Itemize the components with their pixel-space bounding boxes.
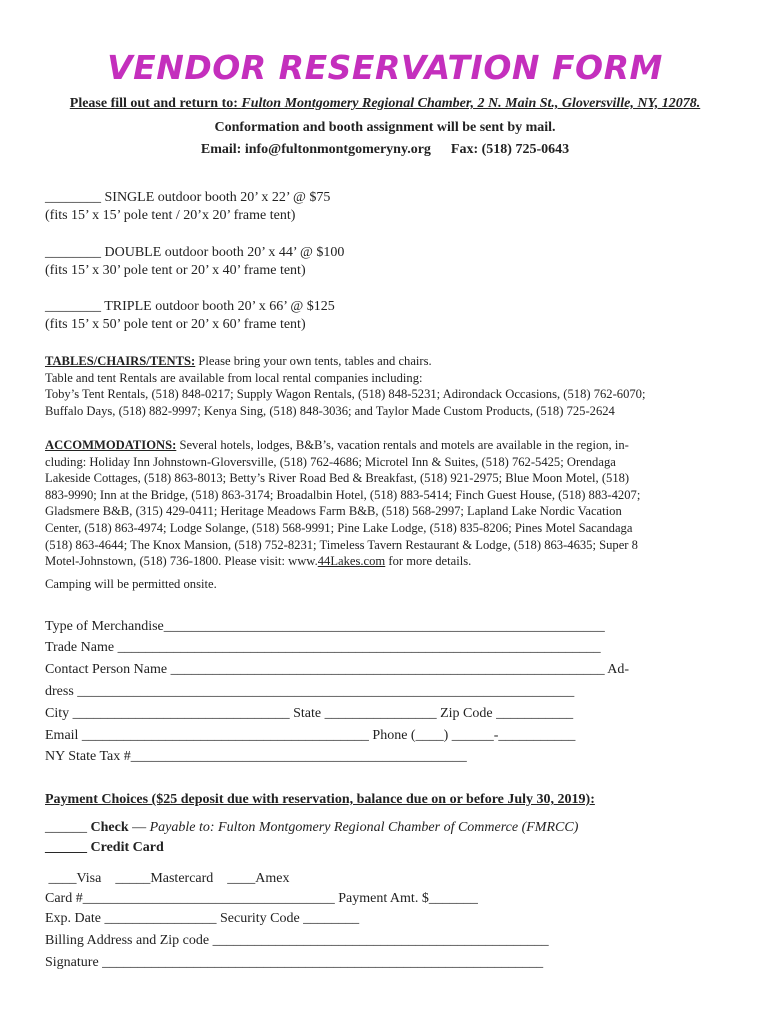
credit-card-option[interactable]: ______ Credit Card xyxy=(45,840,164,855)
booth-option-line: ________ DOUBLE outdoor booth 20’ x 44’ @ $100 xyxy=(45,245,345,260)
check-dash: — xyxy=(128,820,150,835)
tables-text-line: Table and tent Rentals are available from local rental companies including: xyxy=(45,370,423,385)
return-instructions xyxy=(0,96,770,112)
check-option[interactable] xyxy=(45,820,578,836)
booth-option-fit: (fits 15’ x 50’ pole tent or 20’ x 60’ frame tent) xyxy=(45,317,306,332)
tables-heading: TABLES/CHAIRS/TENTS: xyxy=(45,354,196,368)
accommodations-text-line: Lakeside Cottages, (518) 863-8013; Betty’s River Road Bed & Breakfast, (518) 921-2975; Blue Moon Motel, (518) xyxy=(45,471,630,486)
booth-option-line: ________ SINGLE outdoor booth 20’ x 22’ @ $75 xyxy=(45,190,331,205)
return-prefix: Please fill out and return to: xyxy=(69,96,242,111)
contact-email: Email: info@fultonmontgomeryny.org xyxy=(200,142,431,157)
tax-number-field[interactable]: NY State Tax #________________________________________________ xyxy=(45,749,467,764)
city-state-zip-field[interactable]: City _______________________________ State ________________ Zip Code ___________ xyxy=(45,706,574,721)
booth-option-fit: (fits 15’ x 30’ pole tent or 20’ x 40’ frame tent) xyxy=(45,263,306,278)
contact-fax: Fax: (518) 725-0643 xyxy=(450,142,570,157)
booth-option-single[interactable] xyxy=(45,189,735,225)
accommodations-heading: ACCOMMODATIONS: xyxy=(45,438,177,452)
expiration-security-field[interactable]: Exp. Date ________________ Security Code ________ xyxy=(45,911,360,926)
accommodations-text-line: Gladsmere B&B, (315) 429-0411; Heritage Meadows Farm B&B, (518) 568-2997; Lapland Lake Nordic Vacation xyxy=(45,504,622,519)
tables-text-line: Buffalo Days, (518) 882-9997; Kenya Sing, (518) 848-3036; and Taylor Made Custom Products, (518) 725-2624 xyxy=(45,403,615,418)
camping-note: Camping will be permitted onsite. xyxy=(45,576,217,591)
payment-heading: Payment Choices ($25 deposit due with reservation, balance due on or before July 30, 2019): xyxy=(45,792,595,807)
accommodations-section xyxy=(45,437,735,592)
accommodations-last-line: Motel-Johnstown, (518) 736-1800. Please visit: www. xyxy=(45,554,318,569)
accommodations-text-line: (518) 863-4644; The Knox Mansion, (518) 752-8231; Timeless Tavern Restaurant & Lodge, (518) 863-4635; Super 8 xyxy=(45,537,638,552)
booth-option-line: ________ TRIPLE outdoor booth 20’ x 66’ @ $125 xyxy=(45,299,335,314)
booth-option-double[interactable] xyxy=(45,244,735,280)
tables-section xyxy=(45,353,735,419)
merchandise-field[interactable]: Type of Merchandise_______________________________________________________________ xyxy=(45,619,605,634)
tables-intro: Please bring your own tents, tables and chairs. xyxy=(195,354,432,368)
email-phone-field[interactable]: Email _________________________________________ Phone (____) ______-___________ xyxy=(45,728,576,743)
form-title: VENDOR RESERVATION FORM xyxy=(107,48,663,87)
tables-text-line: Toby’s Tent Rentals, (518) 848-0217; Supply Wagon Rentals, (518) 848-5231; Adirondack Occasions, (518) 762-6070; xyxy=(45,387,646,402)
signature-field[interactable]: Signature _______________________________________________________________ xyxy=(45,955,544,970)
card-number-field[interactable]: Card #____________________________________ Payment Amt. $_______ xyxy=(45,891,478,906)
booth-option-fit: (fits 15’ x 15’ pole tent / 20’x 20’ frame tent) xyxy=(45,208,296,223)
accommodations-text-line: cluding: Holiday Inn Johnstown-Gloversville, (518) 762-4686; Microtel Inn & Suites, (518) 762-5425; Orendaga xyxy=(45,454,616,469)
card-type-options[interactable]: ____Visa _____Mastercard ____Amex xyxy=(45,871,290,886)
check-label: Check xyxy=(90,820,129,835)
trade-name-field[interactable]: Trade Name _____________________________________________________________________ xyxy=(45,640,601,655)
check-payable-note: Payable to: Fulton Montgomery Regional Chamber of Commerce (FMRCC) xyxy=(149,820,579,835)
website-link[interactable]: 44Lakes.com xyxy=(317,554,386,569)
accommodations-intro: Several hotels, lodges, B&B’s, vacation rentals and motels are available in the region, in- xyxy=(176,438,629,452)
contact-line xyxy=(0,142,770,158)
accommodations-text-line: Center, (518) 863-4974; Lodge Solange, (518) 568-9991; Pine Lake Lodge, (518) 835-8206; Pines Motel Sacandaga xyxy=(45,520,633,535)
address-field[interactable]: dress _______________________________________________________________________ xyxy=(45,684,575,699)
accommodations-last-suffix: for more details. xyxy=(385,554,472,569)
accommodations-text-line: 883-9990; Inn at the Bridge, (518) 863-3174; Broadalbin Hotel, (518) 883-5414; Finch Guest House, (518) 883-4207; xyxy=(45,487,641,502)
return-address: Fulton Montgomery Regional Chamber, 2 N. Main St., Gloversville, NY, 12078. xyxy=(241,96,701,111)
confirmation-note: Conformation and booth assignment will be sent by mail. xyxy=(214,120,556,135)
booth-option-triple[interactable] xyxy=(45,298,735,334)
contact-person-field[interactable]: Contact Person Name ______________________________________________________________ Ad- xyxy=(45,662,630,677)
check-blank: ______ xyxy=(45,820,91,835)
billing-address-field[interactable]: Billing Address and Zip code ________________________________________________ xyxy=(45,933,549,948)
